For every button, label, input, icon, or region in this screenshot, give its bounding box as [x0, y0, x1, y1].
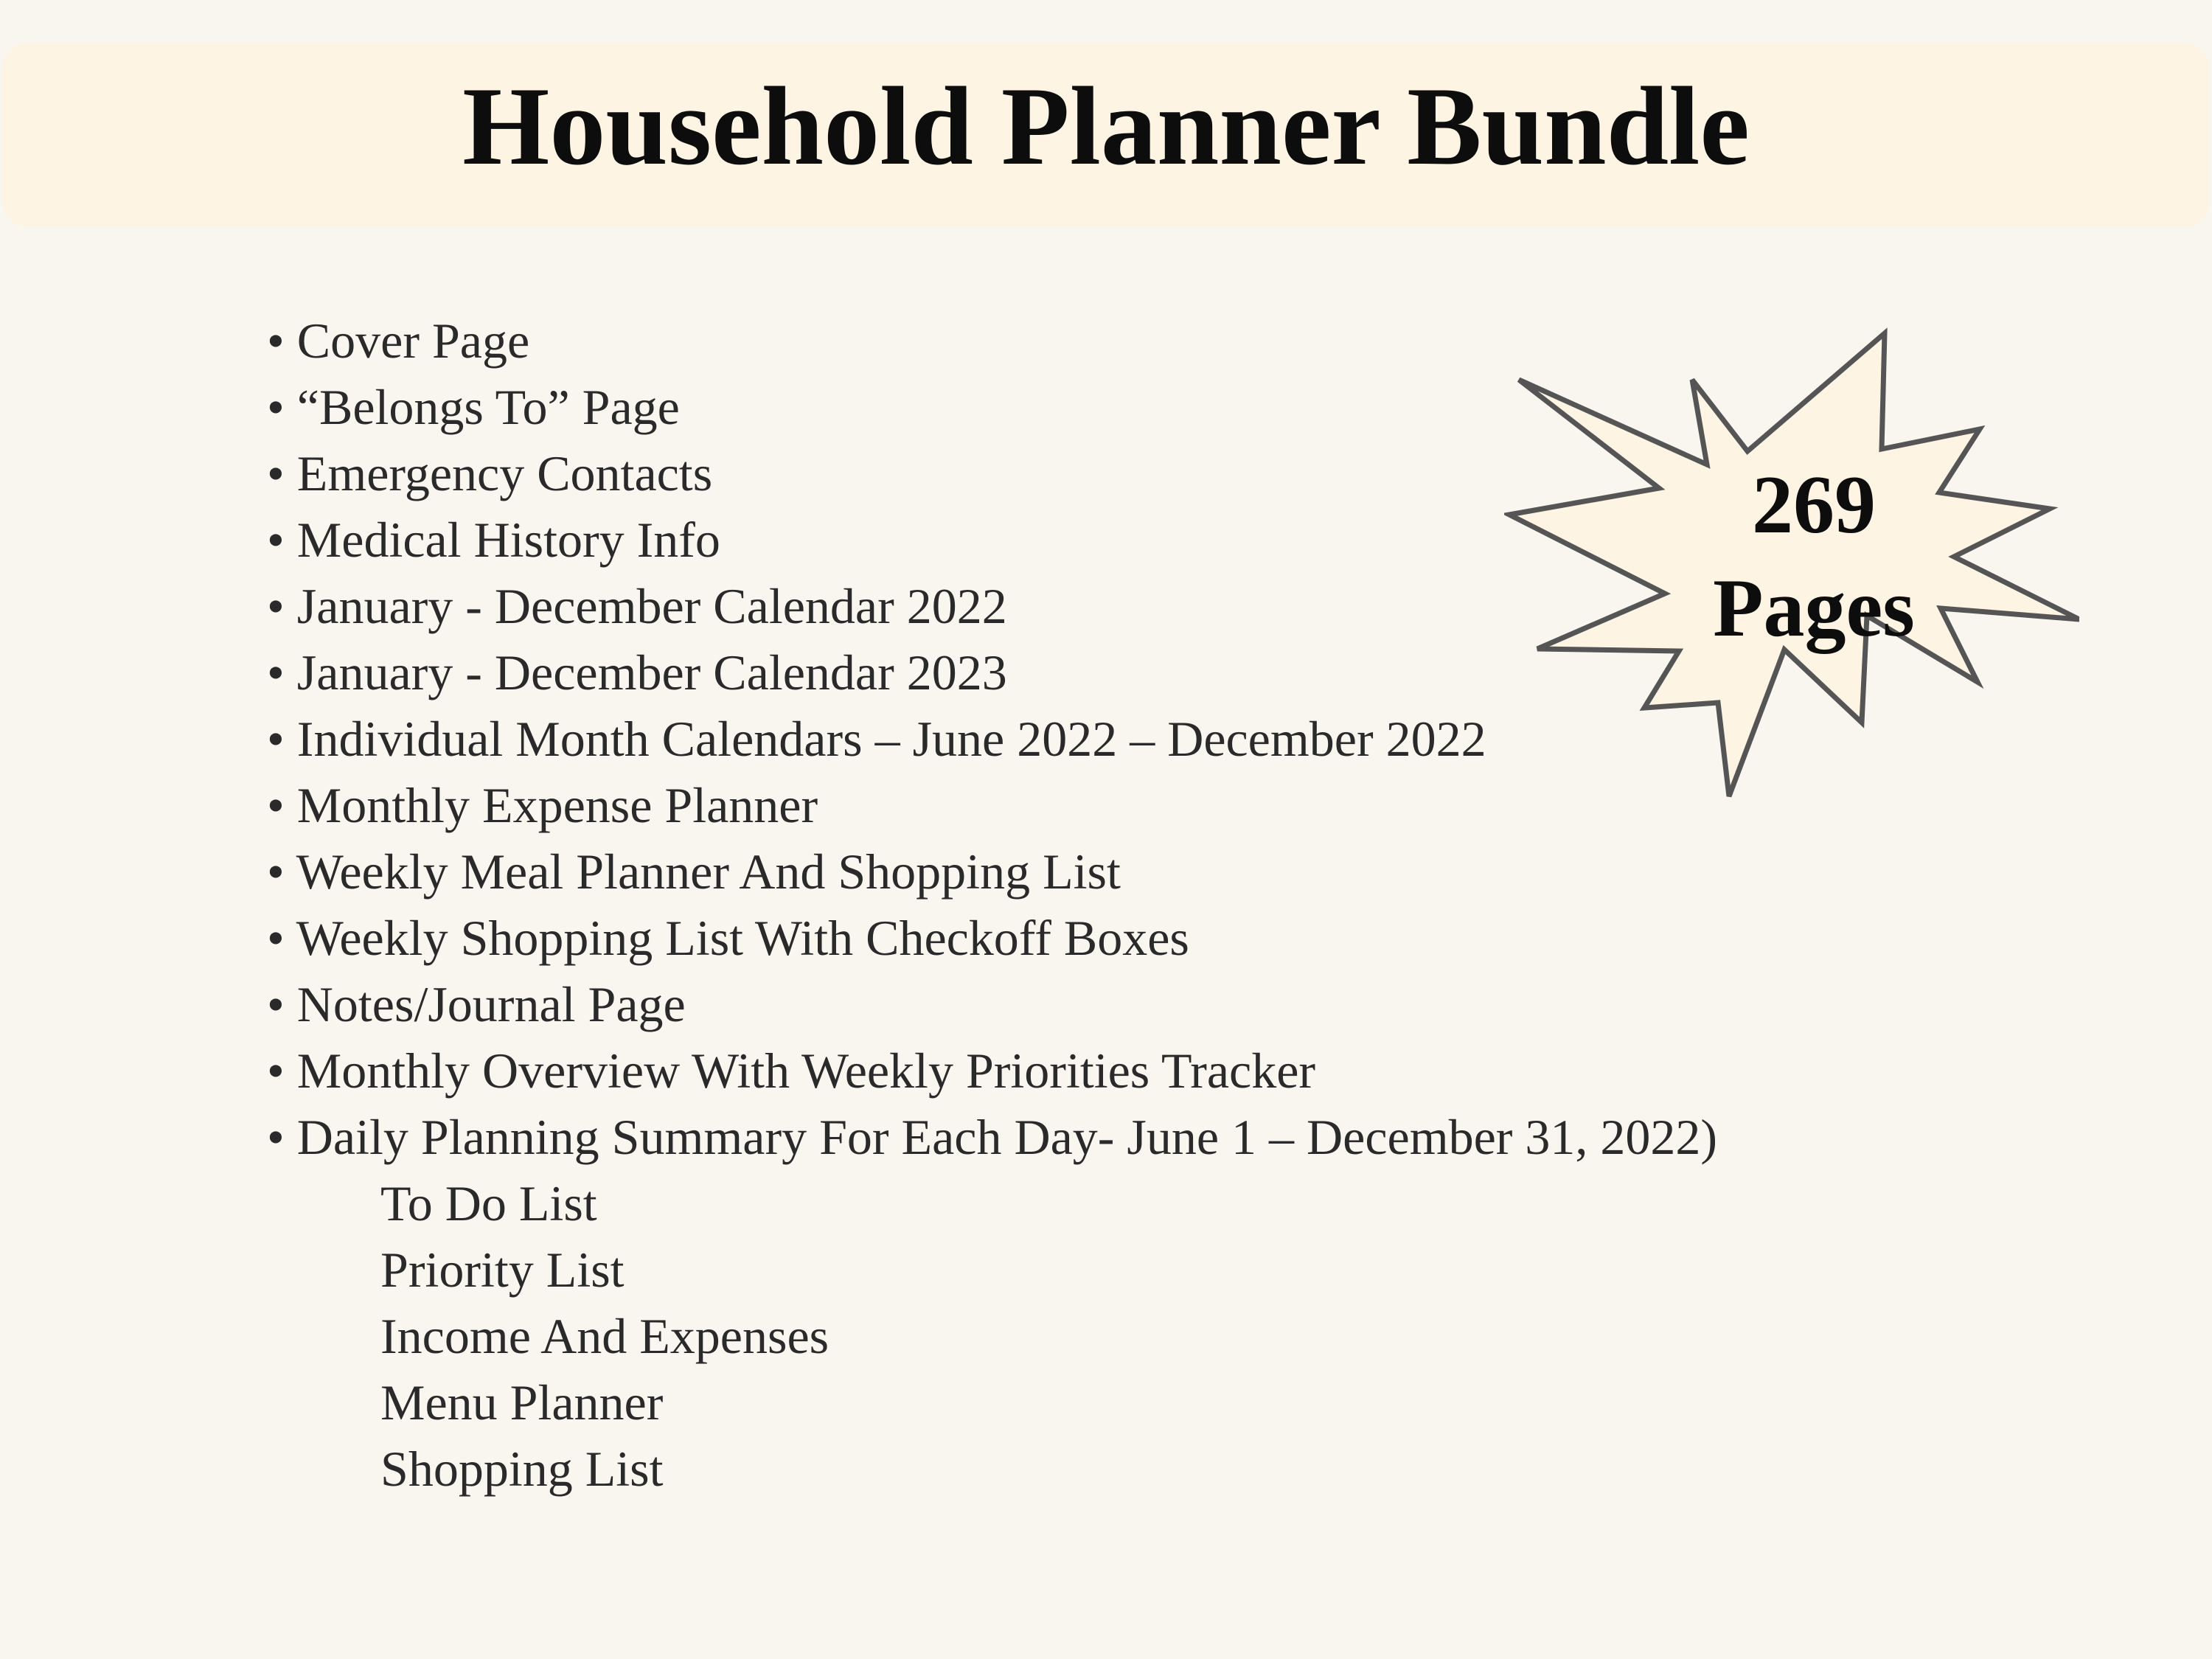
daily-planning-sublist [380, 1170, 829, 1502]
list-item: • Emergency Contacts [267, 445, 713, 501]
page-count-number: 269 [1752, 459, 1876, 551]
list-item: • January - December Calendar 2023 [267, 644, 1007, 700]
list-item: • Medical History Info [267, 512, 720, 568]
badge-text [1622, 453, 2006, 660]
sub-list-item: Menu Planner [380, 1374, 664, 1430]
sub-list-item: Income And Expenses [380, 1308, 830, 1364]
list-item: • Monthly Overview With Weekly Priorities Tracker [267, 1043, 1316, 1099]
list-item: • Monthly Expense Planner [267, 777, 818, 833]
list-item: • Individual Month Calendars – June 2022 – December 2022 [267, 711, 1486, 767]
list-item: • Cover Page [267, 313, 530, 369]
contents-list [267, 307, 1717, 1170]
list-item: • Daily Planning Summary For Each Day- June 1 – December 31, 2022) [267, 1109, 1718, 1165]
page-count-badge [1504, 324, 2079, 811]
sub-list-item: To Do List [380, 1175, 597, 1231]
list-item: • Weekly Meal Planner And Shopping List [267, 844, 1121, 900]
list-item: • Weekly Shopping List With Checkoff Boxes [267, 910, 1189, 966]
list-item: • Notes/Journal Page [267, 976, 686, 1032]
sub-list-item: Priority List [380, 1242, 625, 1298]
list-item: • “Belongs To” Page [267, 379, 680, 435]
sub-list-item: Shopping List [380, 1441, 664, 1497]
list-item: • January - December Calendar 2022 [267, 578, 1007, 634]
page-title: Household Planner Bundle [462, 64, 1750, 188]
page-count-label: Pages [1713, 563, 1915, 654]
